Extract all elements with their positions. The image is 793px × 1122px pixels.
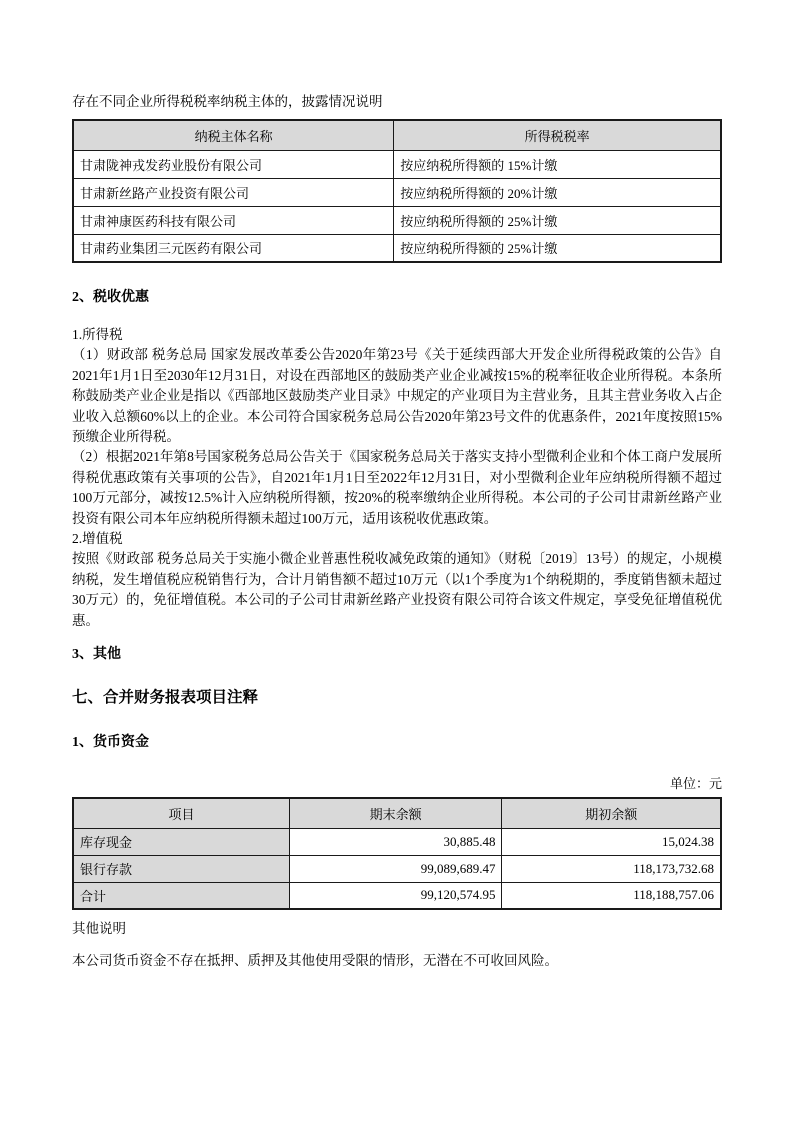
tax-incentives-body	[72, 325, 722, 631]
tax-rate-table	[72, 119, 722, 263]
closing-balance-cell: 99,089,689.47	[289, 855, 502, 882]
tax-rate-cell: 按应纳税所得额的 25%计缴	[394, 234, 721, 262]
income-tax-paragraph-2: （2）根据2021年第8号国家税务总局公告关于《国家税务总局关于落实支持小型微利企业和个体工商户发展所得税优惠政策有关事项的公告》，自2021年1月1日至2022年12月31日，对小型微利企业年应纳税所得额不超过100万元部分，减按12.5%计入应纳税所得额，按20%的税率缴纳企业所得税。本公司的子公司甘肃新丝路产业投资有限公司本年应纳税所得额未超过100万元，适用该税收优惠政策。	[72, 449, 722, 526]
entity-name-cell: 甘肃新丝路产业投资有限公司	[73, 178, 394, 206]
table-row	[73, 234, 721, 262]
section-heading-tax-incentives: 2、税收优惠	[72, 290, 149, 305]
table-row	[73, 178, 721, 206]
table-row	[73, 855, 721, 882]
tax-rate-table-header-rate: 所得税税率	[394, 120, 721, 150]
section-heading-other: 3、其他	[72, 647, 121, 663]
table-row	[73, 882, 721, 909]
tax-rate-cell: 按应纳税所得额的 20%计缴	[394, 178, 721, 206]
table-row	[73, 828, 721, 855]
income-tax-paragraph-1: （1）财政部 税务总局 国家发展改革委公告2020年第23号《关于延续西部大开发企业所得税政策的公告》自2021年1月1日至2030年12月31日，对设在西部地区的鼓励类产业企业减按15%的税率征收企业所得税。本条所称鼓励类产业企业是指以《西部地区鼓励类产业目录》中规定的产业项目为主营业务，且其主营业务收入占企业收入总额60%以上的企业。本公司符合国家税务总局公告2020年第23号文件的优惠条件，2021年度按照15%预缴企业所得税。	[72, 347, 722, 445]
other-notes-label: 其他说明	[72, 921, 126, 937]
money-table-header-closing: 期末余额	[289, 798, 502, 828]
opening-total-cell: 118,188,757.06	[502, 882, 721, 909]
money-table-header-item: 项目	[73, 798, 289, 828]
entity-name-cell: 甘肃药业集团三元医药有限公司	[73, 234, 394, 262]
table-row	[73, 150, 721, 178]
tax-rate-table-header-row	[73, 120, 721, 150]
item-label-cell: 银行存款	[73, 855, 289, 882]
closing-balance-cell: 30,885.48	[289, 828, 502, 855]
opening-balance-cell: 15,024.38	[502, 828, 721, 855]
entity-name-cell: 甘肃陇神戎发药业股份有限公司	[73, 150, 394, 178]
other-notes-text: 本公司货币资金不存在抵押、质押及其他使用受限的情形，无潜在不可收回风险。	[72, 953, 558, 969]
unit-label: 单位：元	[669, 776, 722, 792]
monetary-funds-header-row	[73, 798, 721, 828]
money-table-header-opening: 期初余额	[502, 798, 721, 828]
opening-balance-cell: 118,173,732.68	[502, 855, 721, 882]
entity-name-cell: 甘肃神康医药科技有限公司	[73, 206, 394, 234]
total-label-cell: 合计	[73, 882, 289, 909]
tax-rate-cell: 按应纳税所得额的 15%计缴	[394, 150, 721, 178]
vat-paragraph: 按照《财政部 税务总局关于实施小微企业普惠性税收减免政策的通知》（财税〔2019〕13号）的规定，小规模纳税，发生增值税应税销售行为，合计月销售额不超过10万元（以1个季度为1个纳税期的，季度销售额未超过30万元）的，免征增值税。本公司的子公司甘肃新丝路产业投资有限公司符合该文件规定，享受免征增值税优惠。	[72, 551, 722, 628]
disclosure-intro-text: 存在不同企业所得税税率纳税主体的，披露情况说明	[72, 94, 383, 109]
section-heading-monetary-funds: 1、货币资金	[72, 735, 149, 751]
closing-total-cell: 99,120,574.95	[289, 882, 502, 909]
section-heading-notes-to-statements: 七、合并财务报表项目注释	[72, 689, 259, 707]
vat-label: 2.增值税	[72, 531, 123, 547]
tax-rate-cell: 按应纳税所得额的 25%计缴	[394, 206, 721, 234]
tax-rate-table-header-entity: 纳税主体名称	[73, 120, 394, 150]
table-row	[73, 206, 721, 234]
monetary-funds-table	[72, 797, 722, 910]
item-label-cell: 库存现金	[73, 828, 289, 855]
income-tax-label: 1.所得税	[72, 327, 123, 342]
